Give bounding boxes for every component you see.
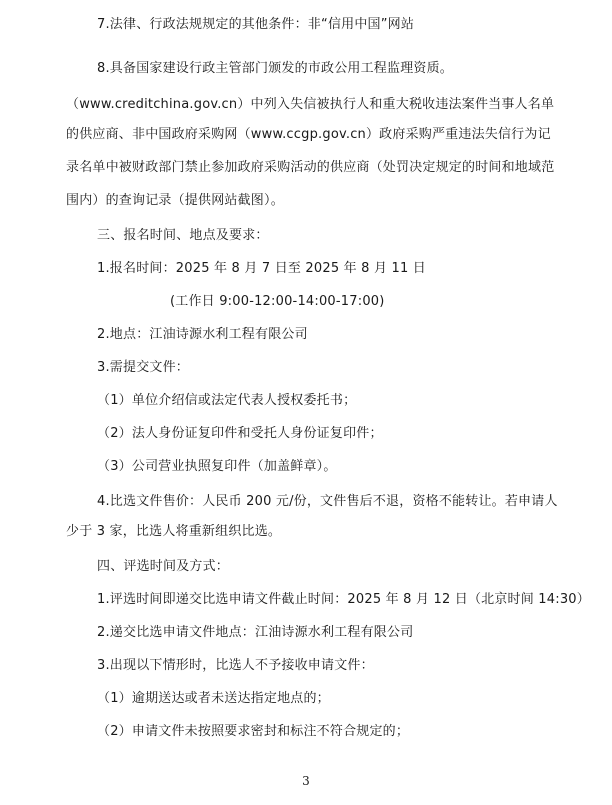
text-line-working-hours: (工作日 9:00-12:00-14:00-17:00) xyxy=(170,294,385,309)
list-item-rejection-2: （2）申请文件未按照要求密封和标注不符合规定的； xyxy=(97,724,410,739)
text-line-price-2: 少于 3 家，比选人将重新组织比选。 xyxy=(66,524,282,539)
text-line-credit-1: （www.creditchina.gov.cn）中列入失信被执行人和重大税收违法案件当事人名单 xyxy=(66,97,555,112)
section-heading-3: 三、报名时间、地点及要求： xyxy=(97,228,269,243)
page-number: 3 xyxy=(302,774,310,788)
text-line-credit-3: 录名单中被财政部门禁止参加政府采购活动的供应商（处罚决定规定的时间和地域范 xyxy=(66,160,555,175)
list-item-document-1: （1）单位介绍信或法定代表人授权委托书； xyxy=(97,393,357,408)
text-line-credit-2: 的供应商、非中国政府采购网（www.ccgp.gov.cn）政府采购严重违法失信行为记 xyxy=(66,127,551,142)
text-line-condition-7: 7.法律、行政法规规定的其他条件：非“信用中国”网站 xyxy=(97,17,415,32)
text-line-documents-heading: 3.需提交文件： xyxy=(97,360,190,375)
list-item-rejection-1: （1）逾期送达或者未送达指定地点的； xyxy=(97,691,330,706)
text-line-evaluation-time: 1.评选时间即递交比选申请文件截止时间：2025 年 8 月 12 日（北京时间 14:30） xyxy=(97,592,590,607)
list-item-document-2: （2）法人身份证复印件和受托人身份证复印件； xyxy=(97,426,383,441)
text-line-condition-8: 8.具备国家建设行政主管部门颁发的市政公用工程监理资质。 xyxy=(97,61,454,76)
text-line-rejection-heading: 3.出现以下情形时，比选人不予接收申请文件： xyxy=(97,658,374,673)
text-line-location: 2.地点：江油诗源水利工程有限公司 xyxy=(97,327,308,342)
section-heading-4: 四、评选时间及方式： xyxy=(97,559,230,574)
text-line-submission-location: 2.递交比选申请文件地点：江油诗源水利工程有限公司 xyxy=(97,625,414,640)
text-line-registration-time: 1.报名时间：2025 年 8 月 7 日至 2025 年 8 月 11 日 xyxy=(97,261,426,276)
text-line-price-1: 4.比选文件售价：人民币 200 元/份，文件售后不退，资格不能转让。若申请人 xyxy=(97,494,558,509)
text-line-credit-4: 围内）的查询记录（提供网站截图）。 xyxy=(66,193,284,208)
list-item-document-3: （3）公司营业执照复印件（加盖鲜章）。 xyxy=(97,459,337,474)
